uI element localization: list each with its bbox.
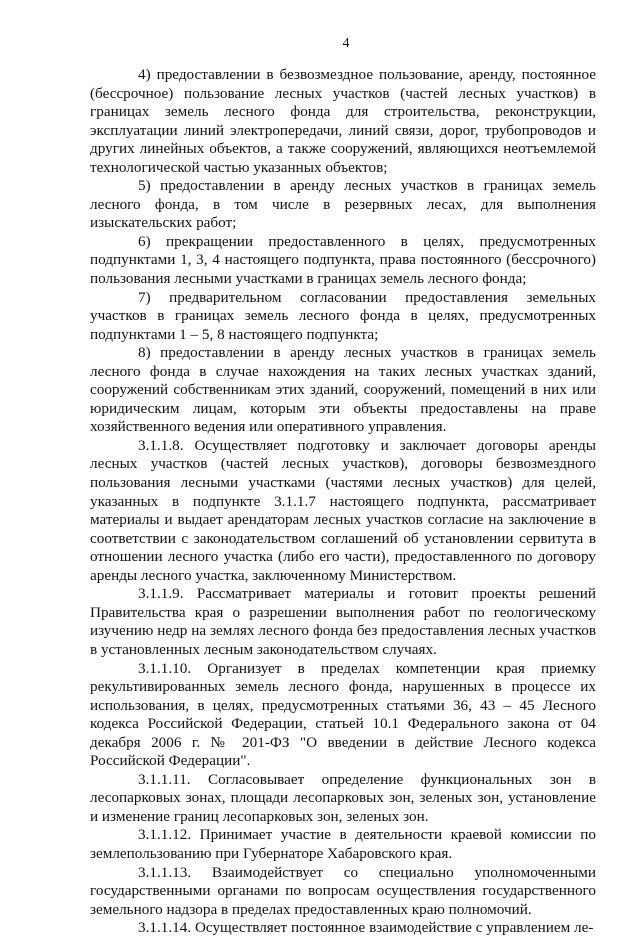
paragraph-item-8: 8) предоставлении в аренду лесных участков в границах земель лесного фонда в случае нахождения на таких лесных участках зданий, сооружений собственникам этих зданий, сооружений, помещений в них или юридическим лицам, которым эти объекты предоставлены на праве хозяйственного ведения или оперативного управления. — [90, 344, 596, 436]
paragraph-item-7: 7) предварительном согласовании предоставления земельных участков в границах земель лесного фонда в целях, предусмотренных подпунктами 1 – 5, 8 настоящего подпункта; — [90, 288, 596, 343]
paragraph-3-1-1-14: 3.1.1.14. Осуществляет постоянное взаимодействие с управлением ле- — [138, 919, 594, 937]
paragraph-item-5: 5) предоставлении в аренду лесных участков в границах земель лесного фонда, в том числе в резервных лесах, для выполнения изыскательских работ; — [90, 177, 596, 232]
paragraph-3-1-1-8: 3.1.1.8. Осуществляет подготовку и заключает договоры аренды лесных участков (частей лесных участков), договоры безвозмездного пользования лесными участками (частями лесных участков) для целей, указанных в подпункте 3.1.1.7 настоящего подпункта, рассматривает материалы и выдает арендаторам лесных участков согласие на заключение в соответствии с законодательством соглашений об установлении сервитута в отношении лесного участка (либо его части), предоставленного по договору аренды лесного участка, заключенному Министерством. — [90, 436, 596, 584]
paragraph-3-1-1-12: 3.1.1.12. Принимает участие в деятельности краевой комиссии по землепользованию при Губернаторе Хабаровского края. — [90, 826, 596, 862]
page-number: 4 — [342, 36, 350, 51]
paragraph-3-1-1-11: 3.1.1.11. Согласовывает определение функциональных зон в лесопарковых зонах, площади лесопарковых зон, зеленых зон, установление и изменение границ лесопарковых зон, зеленых зон. — [90, 770, 596, 825]
paragraph-item-6: 6) прекращении предоставленного в целях, предусмотренных подпунктами 1, 3, 4 настоящего подпункта, права постоянного (бессрочного) пользования лесными участками в границах земель лесного фонда; — [90, 232, 596, 288]
paragraph-3-1-1-9: 3.1.1.9. Рассматривает материалы и готовит проекты решений Правительства края о разрешении выполнения работ по геологическому изучению недр на землях лесного фонда без предоставления лесных участков в установленных лесным законодательством случаях. — [90, 585, 596, 658]
paragraph-3-1-1-13: 3.1.1.13. Взаимодействует со специально уполномоченными государственными органами по вопросам осуществления государственного земельного надзора в пределах предоставленных краю полномочий. — [90, 863, 596, 918]
paragraph-item-4: 4) предоставлении в безвозмездное пользование, аренду, постоянное (бессрочное) пользование лесных участков (частей лесных участков) в границах земель лесного фонда для строительства, реконструкции, эксплуатации линий электропередачи, линий связи, дорог, трубопроводов и других линейных объектов, а также сооружений, являющихся неотъемлемой технологической частью указанных объектов; — [90, 66, 596, 176]
paragraph-3-1-1-10: 3.1.1.10. Организует в пределах компетенции края приемку рекультивированных земель лесного фонда, нарушенных в процессе их использования, в целях, предусмотренных статьями 36, 43 – 45 Лесного кодекса Российской Федерации, статьей 10.1 Федерального закона от 04 декабря 2006 г. № 201-ФЗ "О введении в действие Лесного кодекса Российской Федерации". — [90, 659, 596, 770]
